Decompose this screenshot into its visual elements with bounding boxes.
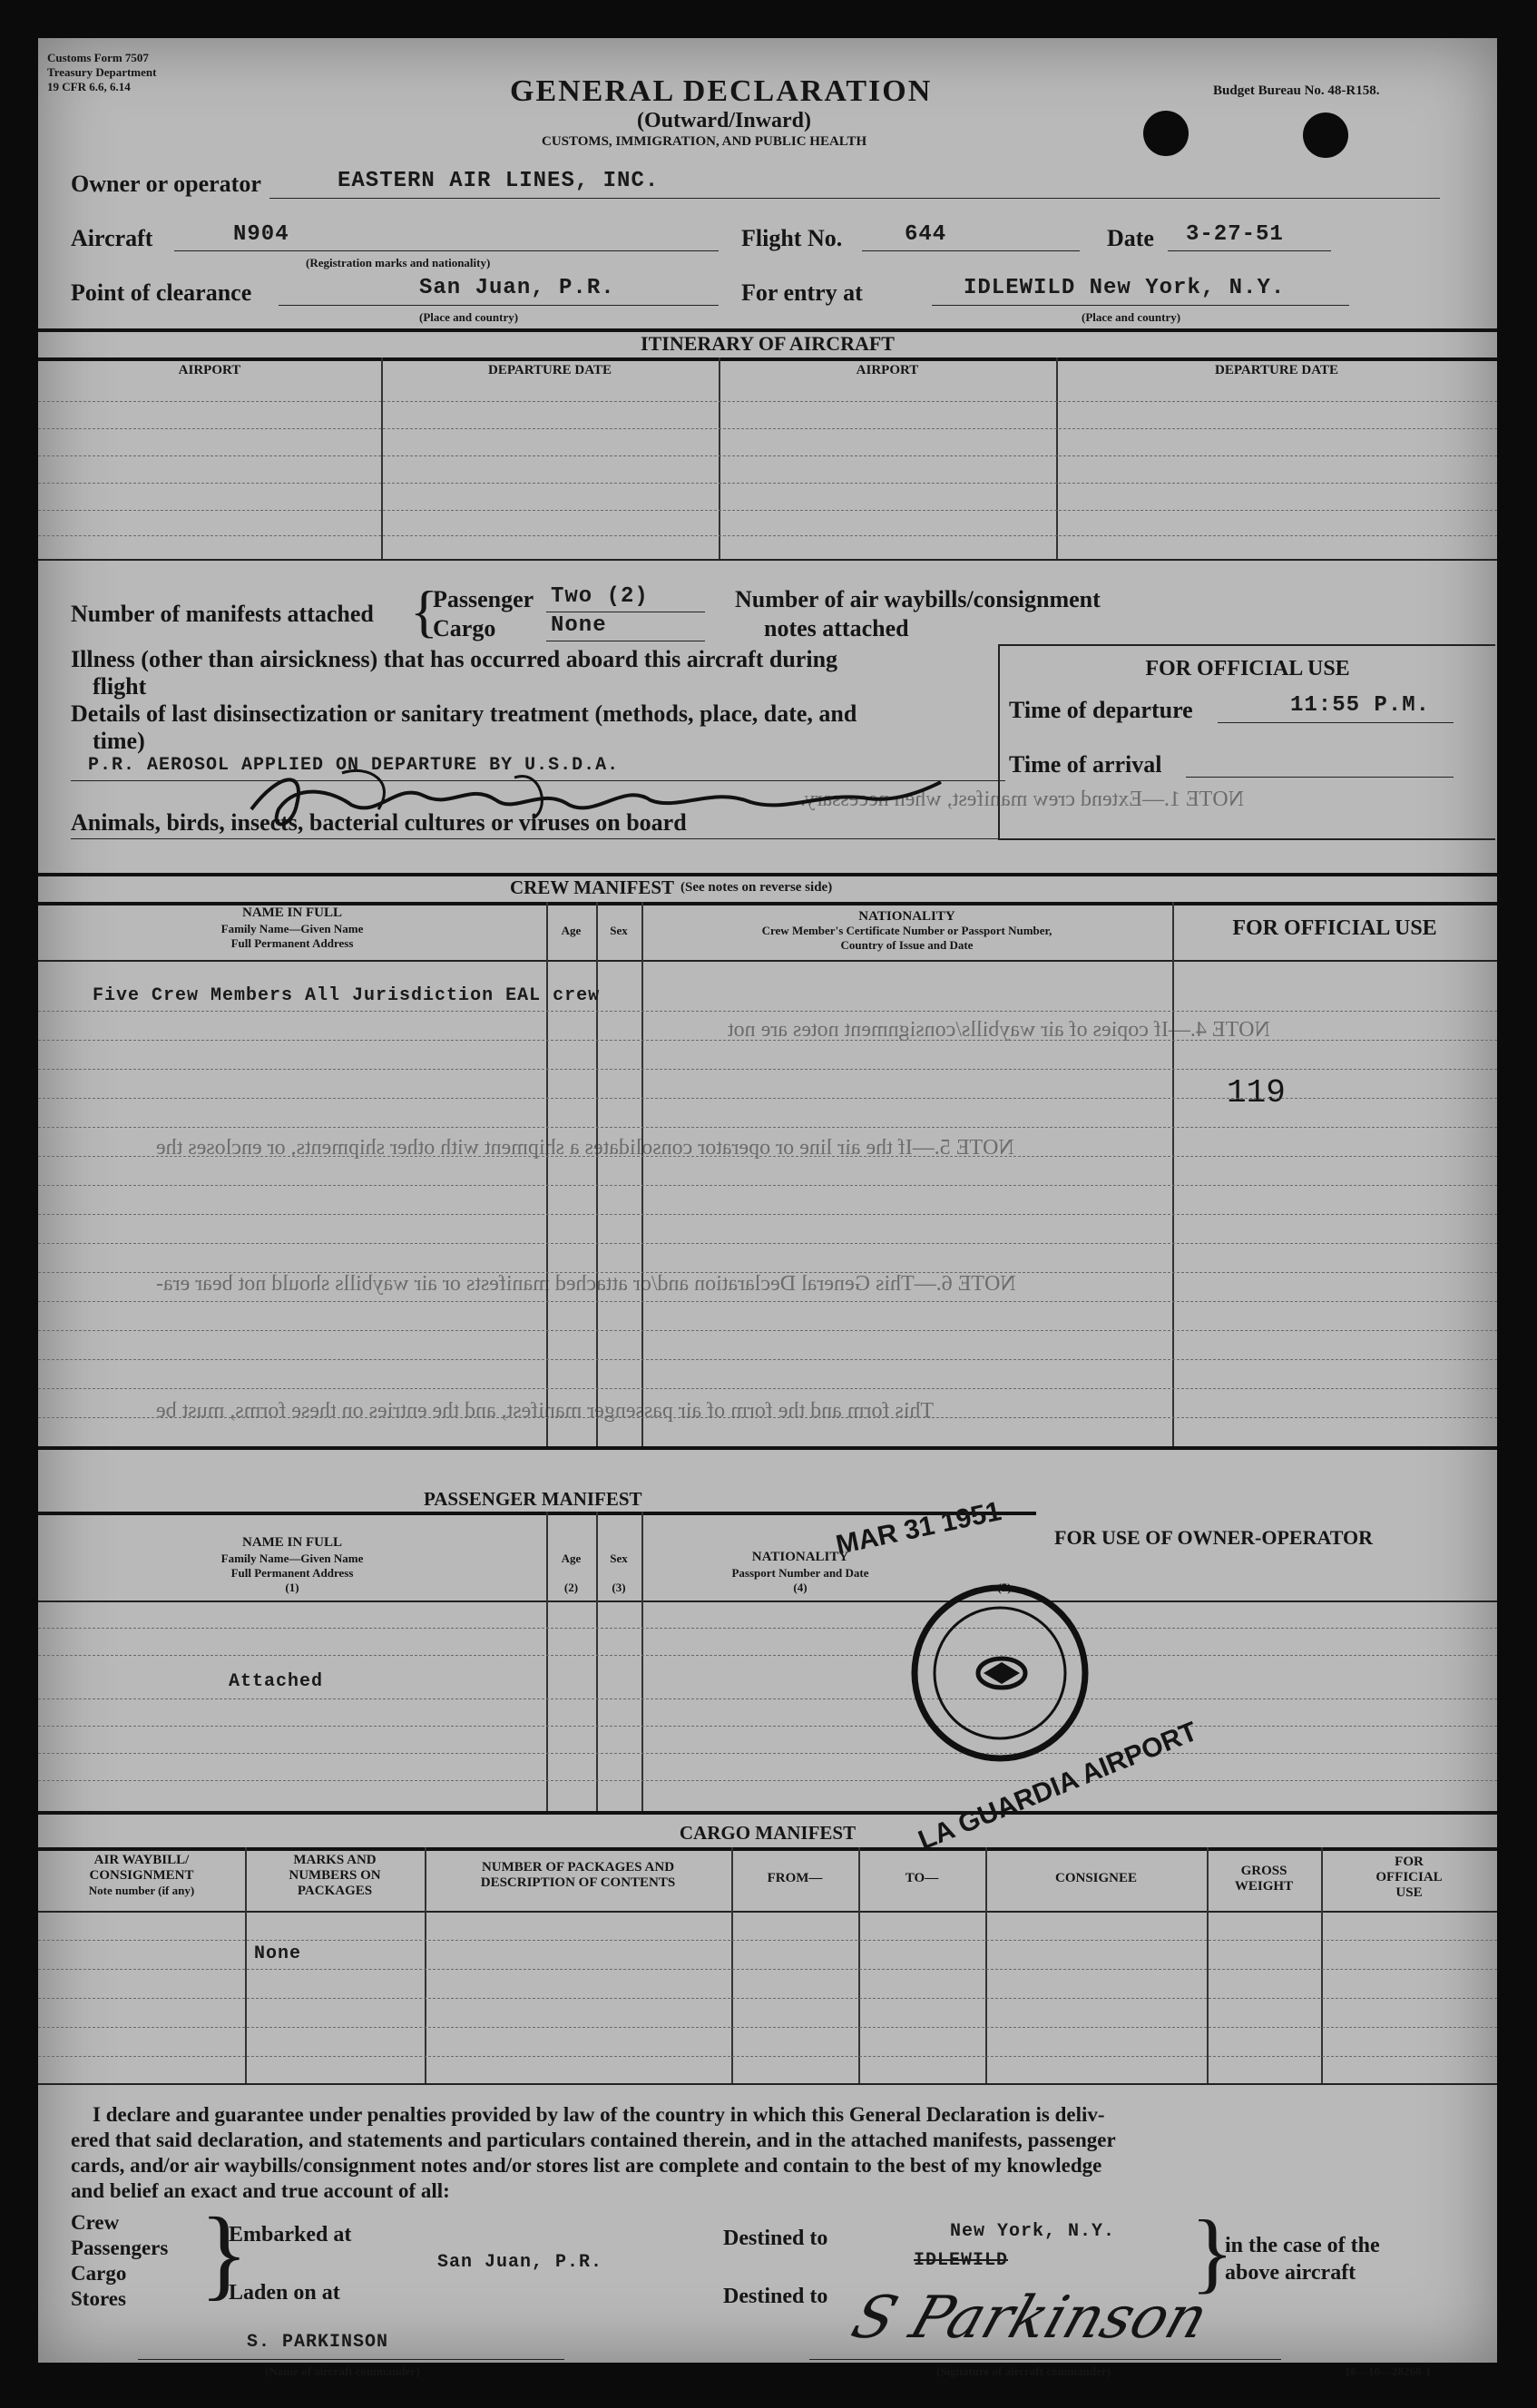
itinerary-divider-3 [1056,357,1058,559]
reverse-note-1: NOTE 1.—Extend crew manifest, when necessary. [800,788,1244,811]
date-value: 3-27-51 [1186,222,1284,247]
page-title: GENERAL DECLARATION [510,74,933,108]
passenger-col-sex-num: (3) [612,1581,626,1594]
departure-label: Time of departure [1009,697,1193,723]
cargo-col-official-2: OFFICIAL [1375,1870,1443,1884]
commander-signature: S Parkinson [843,2285,1217,2352]
itinerary-divider-1 [381,357,383,559]
illness-label-1: Illness (other than airsickness) that has occurred aboard this aircraft during [71,646,838,672]
destined-value-2: IDLEWILD [914,2250,1009,2271]
crew-header-bottom [38,960,1497,962]
passenger-divider-sex [596,1512,598,1811]
cargo-col-official [1321,1855,1497,1901]
crew-row-line [38,1417,1497,1418]
passenger-label: Passenger [433,586,534,612]
reverse-note-5: NOTE 5.—If the air line or operator consolidates a shipment with other shipments, or encloses the [156,1136,1014,1160]
page-subtitle: (Outward/Inward) [637,109,812,132]
flight-underline [862,250,1080,251]
cargo-col-consignee [985,1871,1207,1886]
declaration-item-passengers: Passengers [71,2237,169,2259]
clearance-value: San Juan, P.R. [419,276,615,300]
departure-underline [1218,722,1454,723]
crew-col-age: Age [561,924,582,937]
declaration-line-2: ered that said declaration, and statements and particulars contained therein, and in the attached manifests, passenger [71,2129,1116,2151]
crew-row-line [38,1388,1497,1389]
crew-title: CREW MANIFEST [510,876,675,898]
cargo-row-line [38,1969,1497,1970]
cargo-col-packages-2: DESCRIPTION OF CONTENTS [480,1875,676,1890]
stamp-place: LA GUARDIA AIRPORT [914,1716,1202,1856]
itinerary-row-line [38,401,1497,402]
punch-hole-left [1143,111,1189,156]
cargo-col-weight [1207,1864,1321,1894]
aircraft-value: N904 [233,222,289,247]
manifests-label: Number of manifests attached [71,601,374,627]
declaration-line-4: and belief an exact and true account of all: [71,2179,450,2202]
cargo-col-weight-2: WEIGHT [1234,1879,1294,1894]
declaration-line-1: I declare and guarantee under penalties provided by law of the country in which this General Declaration is deliv- [93,2103,1105,2126]
cargo-col-waybill [38,1853,245,1898]
arrival-label: Time of arrival [1009,751,1162,778]
cargo-divider [985,1847,987,2083]
punch-hole-right [1303,113,1348,158]
crew-row-line [38,1214,1497,1215]
passenger-row-line [38,1753,1497,1754]
aircraft-label: Aircraft [71,225,153,251]
cargo-col-weight-1: GROSS [1240,1864,1287,1878]
cargo-divider [245,1847,247,2083]
declaration-item-stores: Stores [71,2287,126,2310]
itinerary-row-line [38,428,1497,429]
crew-row-line [38,1359,1497,1360]
itinerary-divider-2 [719,357,720,559]
declaration-item-crew: Crew [71,2211,120,2234]
passenger-col-age: Age [561,1551,582,1565]
declaration-sheet [38,38,1497,2378]
crew-row-line [38,1011,1497,1012]
passenger-entry: Attached [229,1671,324,1692]
crew-col-nat-2: Crew Member's Certificate Number or Passport Number, [761,924,1052,937]
cargo-col-official-3: USE [1395,1885,1423,1900]
crew-row-line [38,1069,1497,1070]
form-id-line-3: 19 CFR 6.6, 6.14 [47,80,131,93]
crew-row-line [38,1185,1497,1186]
owner-label: Owner or operator [71,171,261,197]
cargo-bottom-rule [38,2083,1497,2085]
itinerary-row-line [38,455,1497,456]
cargo-label: Cargo [433,615,496,641]
signature-underline [809,2359,1281,2360]
crew-row-line [38,1127,1497,1128]
crew-row-line [38,1156,1497,1157]
crew-divider-sex [596,902,598,1446]
crew-title-note: (See notes on reverse side) [680,880,833,895]
cargo-col-from [731,1871,858,1886]
commander-value: S. PARKINSON [247,2332,389,2353]
cargo-col-packages [425,1860,731,1891]
destined-label-1: Destined to [723,2227,828,2250]
inspector-signature [242,755,950,837]
cargo-header-rule [38,1847,1497,1851]
reverse-paragraph: This form and the form of air passenger manifest, and the entries on these forms, must be [156,1399,935,1423]
form-code: 16—10—28260-1 [1345,2364,1432,2378]
cargo-col-from-1: FROM— [767,1871,823,1885]
cargo-col-to-1: TO— [905,1871,939,1885]
passenger-divider-nat [641,1512,643,1811]
declaration-brace-right: } [1190,2201,1234,2302]
passenger-col-name-2: Family Name—Given Name [220,1551,364,1565]
cargo-col-marks-3: PACKAGES [297,1884,373,1898]
passenger-col-name-1: NAME IN FULL [241,1535,342,1550]
form-id-line-2: Treasury Department [47,65,157,79]
crew-divider-nat [641,902,643,1446]
itinerary-row-line [38,510,1497,511]
passenger-row-line [38,1726,1497,1727]
passenger-col-5: (5) [997,1581,1012,1594]
destined-label-2: Destined to [723,2285,828,2308]
passenger-row-line [38,1698,1497,1699]
official-use-title: FOR OFFICIAL USE [1145,657,1350,680]
declaration-items [71,2210,168,2312]
itinerary-col-departure-1: DEPARTURE DATE [487,363,612,377]
manifests-brace: { [410,579,438,643]
crew-col-name-3: Full Permanent Address [230,936,354,950]
passenger-col-name-num: (1) [285,1581,299,1594]
cargo-title: CARGO MANIFEST [679,1822,857,1844]
cargo-col-to [858,1871,985,1886]
passenger-col-nat-num: (4) [793,1581,808,1594]
form-id-line-1: Customs Form 7507 [47,51,149,64]
cargo-divider [731,1847,733,2083]
entry-value: IDLEWILD New York, N.Y. [964,276,1286,300]
passenger-value: Two (2) [551,584,649,609]
signature-caption: (Signature of aircraft commander) [936,2364,1111,2378]
passenger-row-line [38,1780,1497,1781]
passenger-top-rule [38,1446,1497,1450]
passenger-col-nat-1: NATIONALITY [751,1550,849,1564]
itinerary-bottom-rule [38,559,1497,561]
crew-number: 119 [1227,1074,1286,1111]
declaration-item-cargo: Cargo [71,2262,127,2285]
departure-value: 11:55 P.M. [1290,693,1431,718]
crew-row-line [38,1272,1497,1273]
disinsect-value: P.R. AEROSOL APPLIED ON DEPARTURE BY U.S.D.A. [88,755,620,776]
passenger-title: PASSENGER MANIFEST [424,1488,642,1510]
itinerary-col-airport-2: AIRPORT [856,363,919,377]
passenger-col-age-num: (2) [563,1581,579,1594]
crew-col-nat-3: Country of Issue and Date [840,938,974,952]
cargo-col-marks-1: MARKS AND [293,1853,377,1867]
disinsect-label-1: Details of last disinsectization or sanitary treatment (methods, place, date, and [71,700,857,727]
cargo-col-waybill-1: AIR WAYBILL/ [93,1853,190,1867]
cargo-col-waybill-3: Note number (if any) [88,1884,195,1897]
cargo-col-packages-1: NUMBER OF PACKAGES AND [481,1860,675,1875]
owner-underline [269,198,1440,199]
declaration-line-3: cards, and/or air waybills/consignment notes and/or stores list are complete and contain to the best of my knowledge [71,2154,1102,2177]
itinerary-row-line [38,483,1497,484]
passenger-row-line [38,1655,1497,1656]
flight-label: Flight No. [741,225,843,251]
passenger-col-nat-2: Passport Number and Date [731,1566,869,1580]
cargo-divider [858,1847,860,2083]
aircraft-caption: (Registration marks and nationality) [306,256,491,269]
animals-label: Animals, birds, insects, bacterial cultures or viruses on board [71,809,687,836]
cargo-col-marks-2: NUMBERS ON [289,1868,381,1883]
cargo-col-official-1: FOR [1395,1855,1424,1869]
itinerary-header-rule [38,357,1497,361]
aircraft-underline [174,250,719,251]
page-sub-subtitle: CUSTOMS, IMMIGRATION, AND PUBLIC HEALTH [542,134,867,149]
cargo-divider [1321,1847,1323,2083]
date-underline [1168,250,1331,251]
destined-value: New York, N.Y. [950,2221,1116,2242]
declaration-brace-left: } [200,2198,249,2310]
case-line-1: in the case of the [1225,2234,1380,2257]
crew-col-name-1: NAME IN FULL [241,905,342,920]
commander-caption: (Name of aircraft commander) [265,2364,420,2378]
reverse-note-6: NOTE 6.—This General Declaration and/or attached manifests or air waybills should not bear era- [156,1272,1016,1296]
entry-label: For entry at [741,279,863,306]
cargo-value: None [551,613,607,638]
clearance-underline [279,305,719,306]
cargo-col-waybill-2: CONSIGNMENT [89,1868,194,1883]
itinerary-title: ITINERARY OF AIRCRAFT [641,332,895,355]
crew-top-rule [38,873,1497,876]
embarked-value: San Juan, P.R. [437,2252,603,2273]
budget-bureau: Budget Bureau No. 48-R158. [1213,83,1380,98]
entry-underline [932,305,1349,306]
waybills-label-1: Number of air waybills/consignment [735,586,1101,612]
arrival-underline [1186,777,1454,778]
crew-col-name-2: Family Name—Given Name [220,922,364,935]
embarked-label: Embarked at [229,2223,352,2246]
crew-row-line [38,1098,1497,1099]
crew-col-sex: Sex [610,924,628,937]
laden-label: Laden on at [229,2281,340,2305]
crew-row-line [38,1330,1497,1331]
clearance-caption: (Place and country) [419,310,519,324]
cargo-divider [425,1847,426,2083]
passenger-col-name-3: Full Permanent Address [230,1566,354,1580]
itinerary-col-departure-2: DEPARTURE DATE [1214,363,1338,377]
animals-underline [71,838,1005,839]
cargo-row-line [38,2056,1497,2057]
case-line-2: above aircraft [1225,2261,1356,2285]
flight-value: 644 [905,222,947,247]
cargo-row-line [38,2027,1497,2028]
itinerary-row-line [38,535,1497,536]
passenger-divider-age [546,1512,548,1811]
clearance-label: Point of clearance [71,279,252,306]
cargo-col-consignee-1: CONSIGNEE [1054,1871,1138,1885]
passenger-col-sex: Sex [610,1551,628,1565]
reverse-note-4: NOTE 4.—If copies of air waybills/consignment notes are not [728,1018,1270,1042]
form-id-block [47,51,156,94]
crew-col-official: FOR OFFICIAL USE [1232,916,1437,940]
date-label: Date [1107,225,1154,251]
entry-caption: (Place and country) [1082,310,1181,324]
cargo-header-bottom [38,1911,1497,1913]
owner-value: EASTERN AIR LINES, INC. [338,169,660,193]
crew-divider-age [546,902,548,1446]
disinsect-label-2: time) [93,728,145,754]
cargo-entry: None [254,1943,302,1964]
cargo-top-rule [38,1811,1497,1815]
crew-entry: Five Crew Members All Jurisdiction EAL crew [93,985,601,1006]
passenger-row-line [38,1628,1497,1629]
cargo-row-line [38,1998,1497,1999]
cargo-divider [1207,1847,1209,2083]
illness-label-2: flight [93,673,147,700]
commander-underline [138,2359,564,2360]
waybills-label-2: notes attached [764,615,909,641]
cargo-col-marks [245,1853,425,1899]
crew-col-nat-1: NATIONALITY [858,909,955,924]
customs-round-stamp [909,1582,1091,1764]
crew-row-line [38,1301,1497,1302]
itinerary-col-airport-1: AIRPORT [178,363,241,377]
passenger-header-bottom [38,1600,1497,1602]
crew-divider-official [1172,902,1174,1446]
crew-row-line [38,1243,1497,1244]
passenger-owner-use: FOR USE OF OWNER-OPERATOR [1054,1526,1374,1549]
crew-row-line [38,1040,1497,1041]
passenger-header-rule [38,1512,1036,1515]
stamp-date: MAR 31 1951 [833,1496,1004,1561]
cargo-row-line [38,1940,1497,1941]
